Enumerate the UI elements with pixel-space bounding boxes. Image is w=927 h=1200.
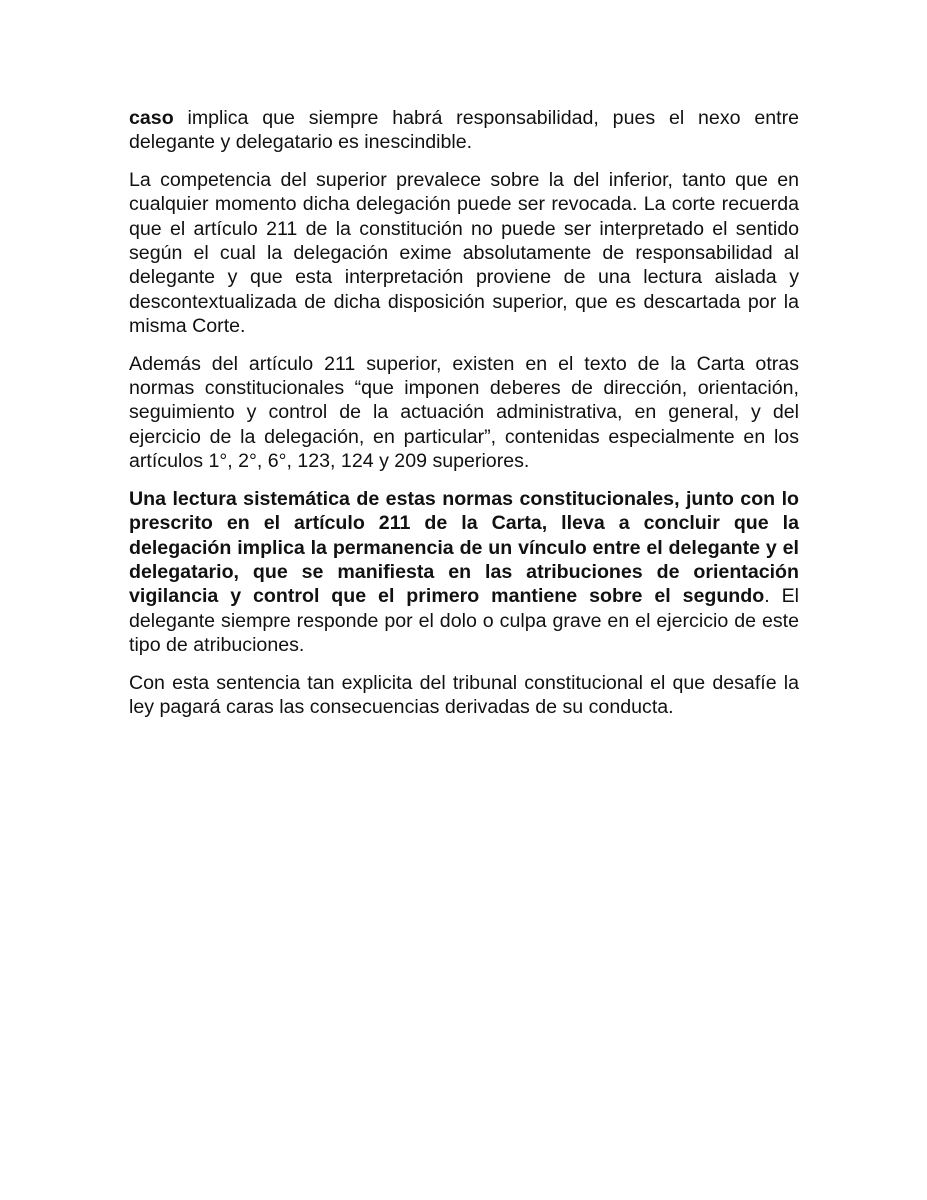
paragraph-4 xyxy=(129,487,799,658)
document-page xyxy=(129,106,799,732)
paragraph-1-text: implica que siempre habrá responsabilidad, pues el nexo entre delegante y delegatario es inescindible. xyxy=(129,107,799,154)
paragraph-3: Además del artículo 211 superior, existen en el texto de la Carta otras normas constitucionales “que imponen deberes de dirección, orientación, seguimiento y control de la actuación administrativa, en general, y del ejercicio de la delegación, en particular”, contenidas especialmente en los artículos 1°, 2°, 6°, 123, 124 y 209 superiores. xyxy=(129,352,799,473)
paragraph-1-bold: caso xyxy=(129,107,174,129)
paragraph-2: La competencia del superior prevalece sobre la del inferior, tanto que en cualquier momento dicha delegación puede ser revocada. La corte recuerda que el artículo 211 de la constitución no puede ser interpretado el sentido según el cual la delegación exime absolutamente de responsabilidad al delegante y que esta interpretación proviene de una lectura aislada y descontextualizada de dicha disposición superior, que es descartada por la misma Corte. xyxy=(129,168,799,338)
paragraph-5: Con esta sentencia tan explicita del tribunal constitucional el que desafíe la ley pagará caras las consecuencias derivadas de su conducta. xyxy=(129,671,799,718)
paragraph-4-text: . El delegante siempre responde por el dolo o culpa grave en el ejercicio de este tipo de atribuciones. xyxy=(129,585,799,657)
paragraph-4-bold: Una lectura sistemática de estas normas constitucionales, junto con lo prescrito en el artículo 211 de la Carta, lleva a concluir que la delegación implica la permanencia de un vínculo entre el delegante y el delegatario, que se manifiesta en las atribuciones de orientación vigilancia y control que el primero mantiene sobre el segundo xyxy=(129,487,799,608)
paragraph-1 xyxy=(129,106,799,155)
